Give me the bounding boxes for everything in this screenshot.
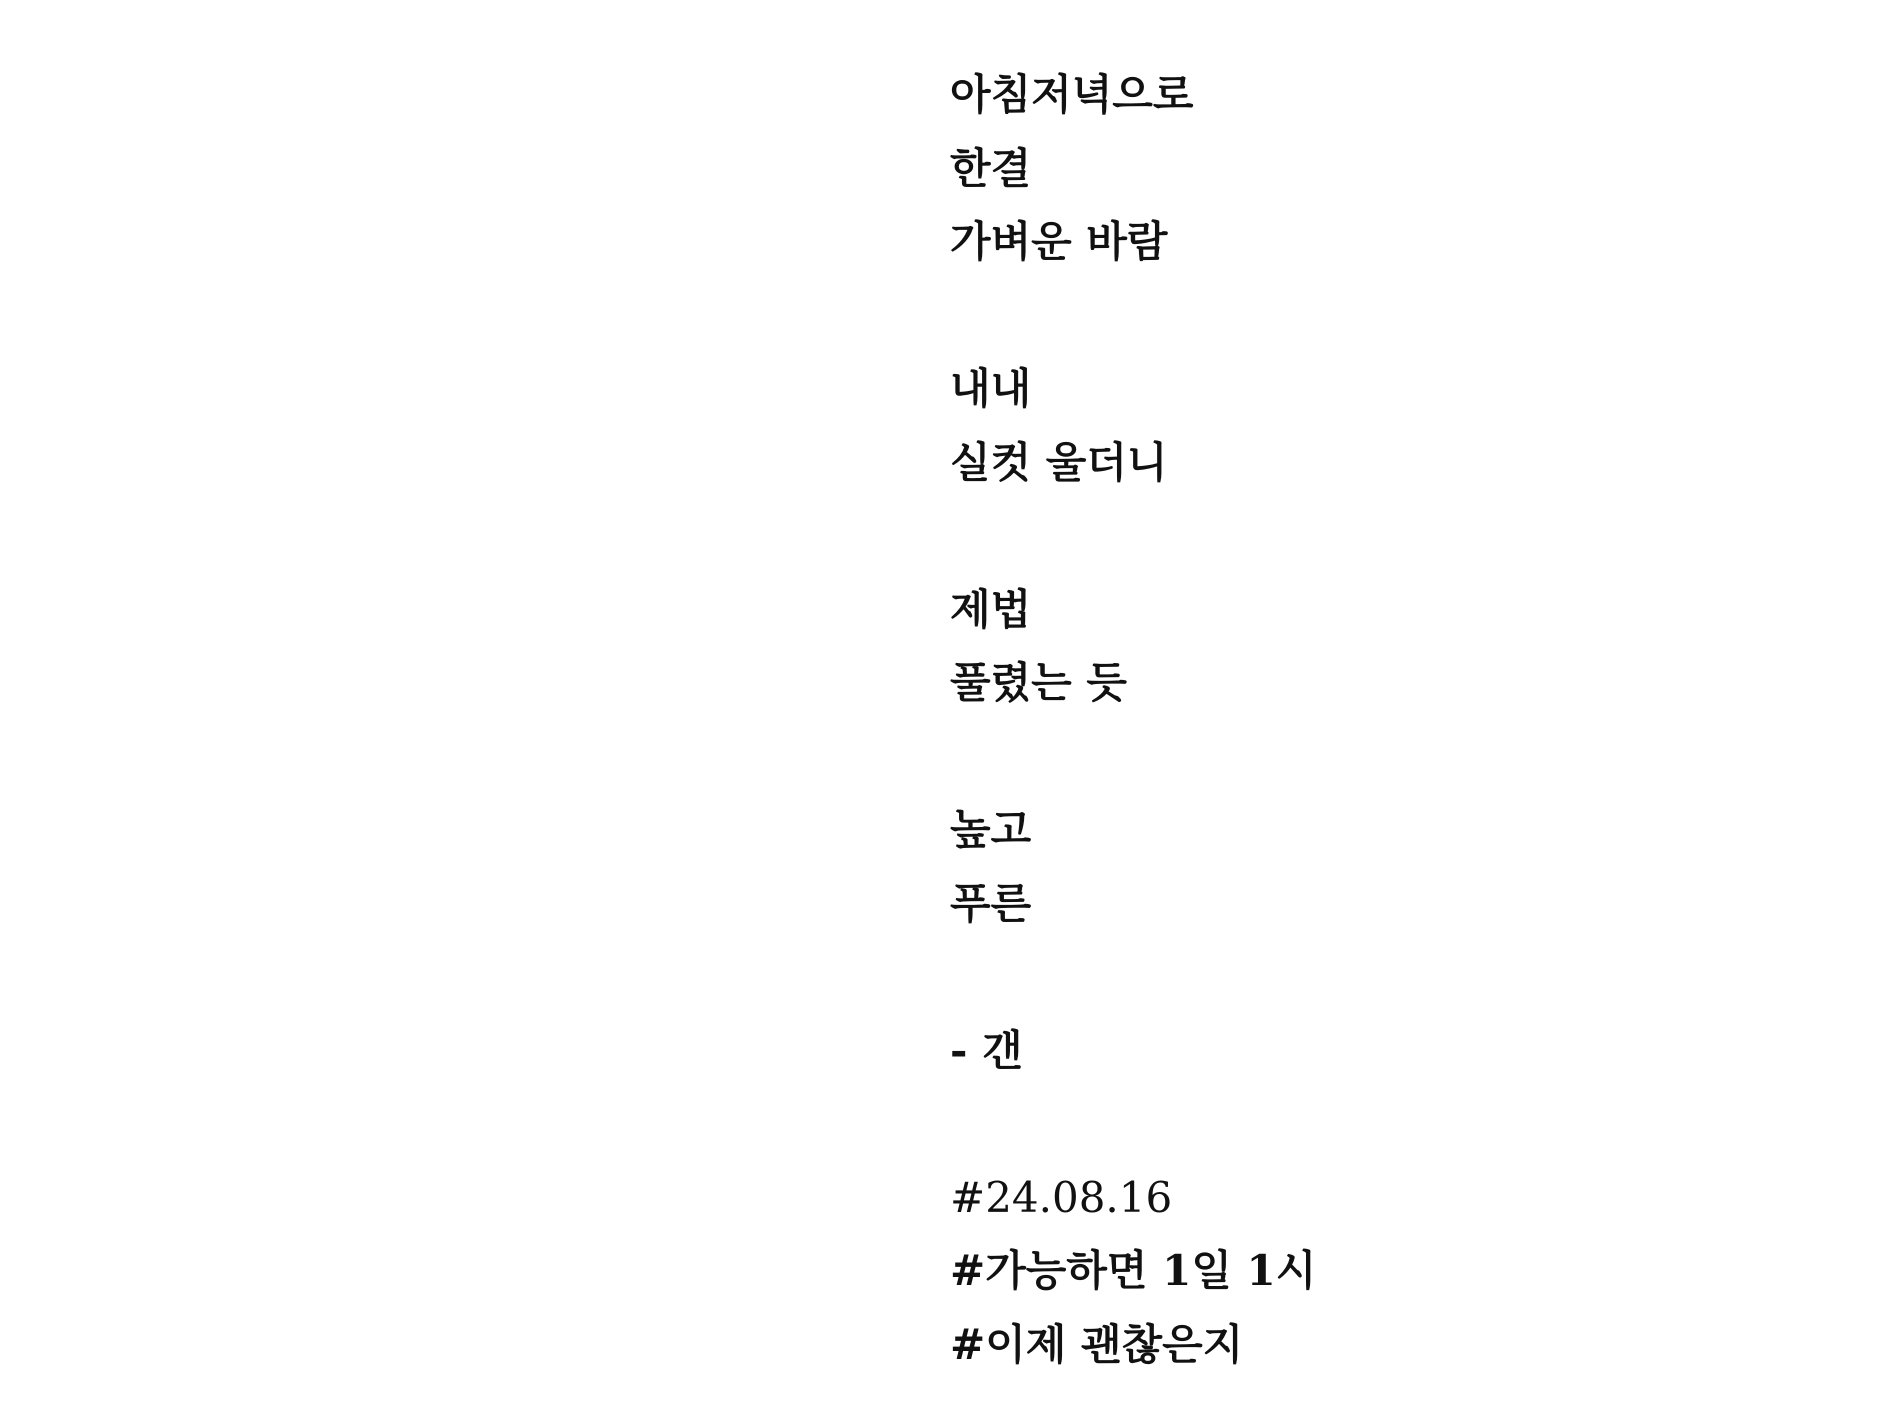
stanza-break <box>950 940 1830 1014</box>
poem-line: 높고 <box>950 805 1032 854</box>
poem-line: 풀렸는 듯 <box>950 658 1127 707</box>
poem-line: 푸른 <box>950 878 1032 928</box>
poem-line: 내내 <box>950 364 1032 413</box>
stanza-break <box>950 720 1830 794</box>
poem-line: 실컷 울더니 <box>950 437 1168 487</box>
stanza-break <box>950 499 1830 573</box>
hashtag: #24.08.16 <box>950 1172 1173 1222</box>
poem-line: 한결 <box>950 143 1032 193</box>
poem-text <box>950 58 1830 1381</box>
stanza-break <box>950 279 1830 353</box>
poem-line: 아침저녁으로 <box>950 70 1194 119</box>
poem-line: 제법 <box>950 584 1032 634</box>
hashtag: #가능하면 1일 1시 <box>950 1246 1317 1295</box>
hashtag: #이제 괜찮은지 <box>950 1319 1244 1369</box>
stanza-break <box>950 1087 1830 1161</box>
poem-line: 가벼운 바람 <box>950 217 1168 266</box>
author-signature: - 갠 <box>950 1025 1023 1075</box>
